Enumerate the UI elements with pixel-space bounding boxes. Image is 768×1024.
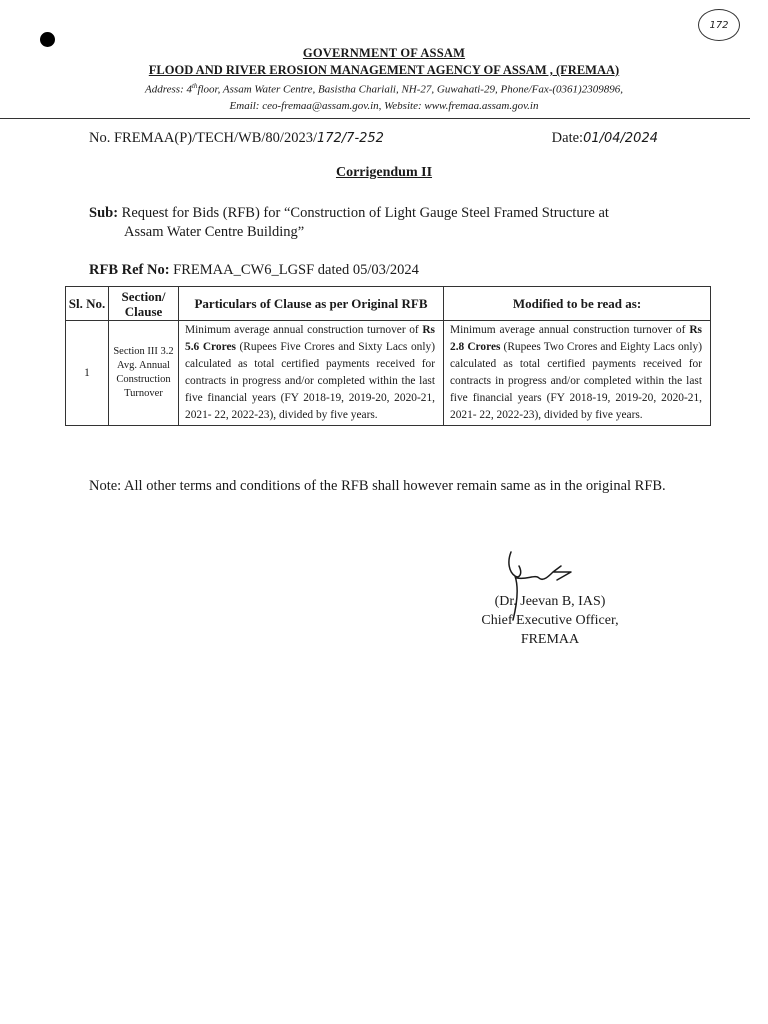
rfb-reference [89,262,419,279]
page-number-stamp: 172 [698,9,740,41]
signatory-name: (Dr. Jeevan B, IAS) [494,594,606,609]
subject-label: Sub: [89,205,119,221]
cell-modified-clause [444,321,711,426]
document-title: Corrigendum II [335,165,433,180]
agency-email-website: Email: ceo-fremaa@assam.gov.in, Website: www.fremaa.assam.gov.in [229,99,539,112]
signatory-designation: Chief Executive Officer, [481,613,619,628]
original-text-post: (Rupees Five Crores and Sixty Lacs only) calculated as total certified payments received for contracts in progress and/or completed within the last five financial years (FY 2018-19, 2019-20, 2020-21, 2021- 22, 2022-23), divided by five years. [185,341,435,421]
corrigendum-table [65,286,711,426]
address-sup: th [191,82,198,90]
rfb-ref-label: RFB Ref No: [89,262,170,278]
punch-hole-mark [40,32,55,47]
reference-line [89,130,658,147]
header-modified-clause: Modified to be read as: [444,287,711,321]
original-text-pre: Minimum average annual construction turnover of [185,324,423,336]
original-amount: Rs 5.6 Crores [185,324,435,353]
address-prefix: Address: 4 [145,83,192,96]
signatory-block [465,592,635,649]
agency-address [0,78,768,98]
modified-text-pre: Minimum average annual construction turnover of [450,324,690,336]
header-sl-no: Sl. No. [66,287,109,321]
table-row [66,321,711,426]
subject-line-2: Assam Water Centre Building” [124,224,305,240]
subject-block [89,204,679,242]
cell-sl-no: 1 [66,321,109,426]
header-original-clause: Particulars of Clause as per Original RFB [179,287,444,321]
reference-handwritten: 172/7-252 [316,131,384,146]
signatory-organization: FREMAA [520,632,580,647]
letter-date [552,130,658,147]
cell-original-clause [179,321,444,426]
date-label: Date: [551,130,584,146]
rfb-ref-value: FREMAA_CW6_LGSF dated 05/03/2024 [173,262,419,278]
date-handwritten: 01/04/2024 [583,131,658,146]
modified-text-post: (Rupees Two Crores and Eighty Lacs only) calculated as total certified payments received for contracts in progress and/or completed within the last five financial years (FY 2018-19, 2019-20, 2020-21, 2021- 22, 2022-23), divided by five years. [450,341,702,421]
header-divider [0,118,750,119]
reference-number: No. FREMAA(P)/TECH/WB/80/2023/ [89,130,317,146]
subject-line-1: Request for Bids (RFB) for “Construction of Light Gauge Steel Framed Structure at [121,205,609,221]
cell-section: Section III 3.2 Avg. Annual Construction Turnover [109,321,179,426]
note-paragraph: Note: All other terms and conditions of the RFB shall however remain same as in the original RFB. [89,478,666,494]
header-section-clause: Section/ Clause [109,287,179,321]
letterhead [0,46,768,114]
modified-amount: Rs 2.8 Crores [450,324,702,353]
government-title: GOVERNMENT OF ASSAM [302,46,466,60]
address-rest: floor, Assam Water Centre, Basistha Chariali, NH-27, Guwahati-29, Phone/Fax-(0361)2309896, [197,83,623,96]
table-header-row [66,287,711,321]
agency-name: FLOOD AND RIVER EROSION MANAGEMENT AGENCY OF ASSAM , (FREMAA) [148,63,620,77]
